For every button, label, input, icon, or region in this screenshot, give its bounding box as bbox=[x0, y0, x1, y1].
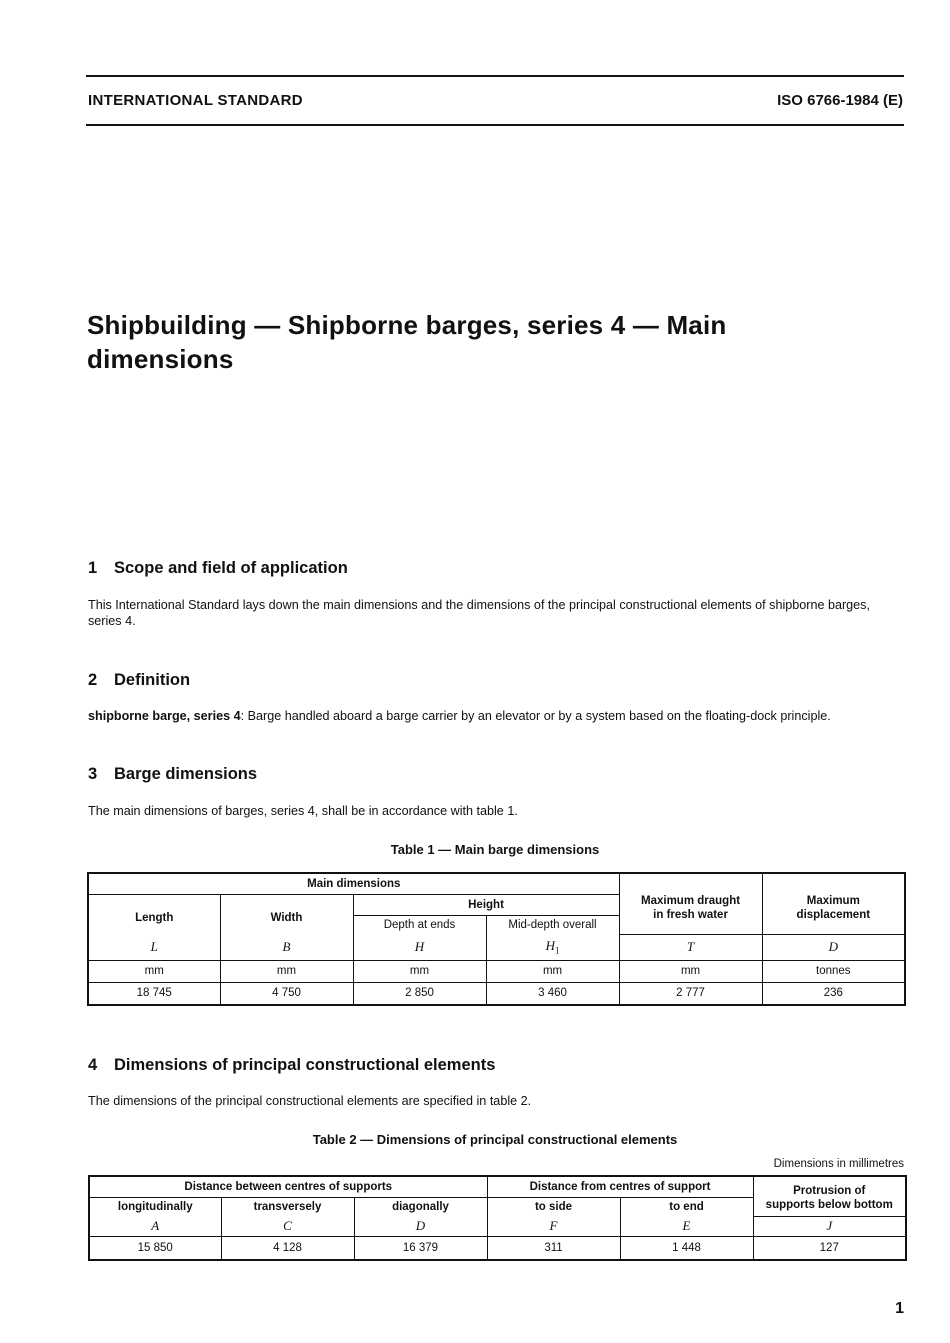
t1-value-depth: 2 850 bbox=[353, 982, 486, 1005]
table-2-caption: Table 2 — Dimensions of principal constructional elements bbox=[312, 1132, 678, 1147]
t2-value-protrusion: 127 bbox=[753, 1236, 906, 1260]
t2-header-longitudinally: longitudinally bbox=[89, 1197, 221, 1216]
title-line-1: Shipbuilding — Shipborne barges, series 4 — Main bbox=[87, 310, 727, 340]
header-standard-type: INTERNATIONAL STANDARD bbox=[88, 92, 303, 109]
t2-header-to-end: to end bbox=[620, 1197, 753, 1216]
t1-unit-width: mm bbox=[220, 960, 353, 982]
section-1-number: 1 bbox=[88, 559, 98, 577]
t1-symbol-h-subscript: 1 bbox=[554, 945, 560, 956]
t2-header-protrusion bbox=[753, 1176, 906, 1216]
t2-value-diagonally: 16 379 bbox=[354, 1236, 487, 1260]
t1-symbol-length: L bbox=[88, 934, 220, 960]
t2-symbol-c: C bbox=[221, 1216, 354, 1236]
section-3-text: The main dimensions of barges, series 4, shall be in accordance with table 1. bbox=[88, 804, 518, 818]
t1-header-width: Width bbox=[220, 894, 353, 934]
t1-value-mid-depth: 3 460 bbox=[486, 982, 619, 1005]
t2-symbol-e: E bbox=[620, 1216, 753, 1236]
t1-value-width: 4 750 bbox=[220, 982, 353, 1005]
t1-header-depth-at-ends: Depth at ends bbox=[353, 915, 486, 934]
t2-value-to-side: 311 bbox=[487, 1236, 620, 1260]
t1-value-length: 18 745 bbox=[88, 982, 220, 1005]
section-3-number: 3 bbox=[88, 765, 98, 783]
t1-main-dimensions-header: Main dimensions bbox=[88, 873, 619, 894]
t1-unit-draught: mm bbox=[619, 960, 762, 982]
t1-draught-label-1: Maximum draught bbox=[641, 894, 741, 907]
header-top-rule bbox=[86, 75, 904, 77]
t2-value-to-end: 1 448 bbox=[620, 1236, 753, 1260]
t1-symbol-mid-depth bbox=[486, 934, 619, 960]
t1-value-draught: 2 777 bbox=[619, 982, 762, 1005]
section-4-text: The dimensions of the principal constructional elements are specified in table 2. bbox=[88, 1094, 532, 1108]
section-4-heading bbox=[88, 1056, 495, 1075]
section-2-heading bbox=[88, 671, 190, 690]
t1-displacement-label-1: Maximum bbox=[806, 894, 860, 907]
section-3-heading bbox=[88, 765, 257, 784]
section-1-heading bbox=[88, 559, 348, 578]
t2-group-between-supports: Distance between centres of supports bbox=[89, 1176, 487, 1197]
section-4-number: 4 bbox=[88, 1056, 98, 1074]
t1-unit-length: mm bbox=[88, 960, 220, 982]
section-2-number: 2 bbox=[88, 671, 98, 689]
t2-protrusion-label-2: supports below bottom bbox=[765, 1198, 893, 1211]
section-2-text bbox=[88, 708, 906, 724]
table-1-caption: Table 1 — Main barge dimensions bbox=[390, 842, 600, 857]
t2-value-longitudinally: 15 850 bbox=[89, 1236, 221, 1260]
section-4-title: Dimensions of principal constructional elements bbox=[114, 1056, 496, 1074]
t1-header-displacement bbox=[762, 873, 905, 934]
t1-header-mid-depth: Mid-depth overall bbox=[486, 915, 619, 934]
t2-protrusion-label-1: Protrusion of bbox=[793, 1184, 866, 1197]
table-2-units-note: Dimensions in millimetres bbox=[773, 1158, 904, 1170]
t1-header-height: Height bbox=[353, 894, 619, 915]
t1-symbol-draught: T bbox=[619, 934, 762, 960]
t1-header-draught bbox=[619, 873, 762, 934]
t1-header-length: Length bbox=[88, 894, 220, 934]
t2-header-to-side: to side bbox=[487, 1197, 620, 1216]
section-1-text: This International Standard lays down the main dimensions and the dimensions of the principal constructional elements of shipborne barges, series 4. bbox=[88, 598, 870, 628]
t2-symbol-f: F bbox=[487, 1216, 620, 1236]
t2-symbol-d: D bbox=[354, 1216, 487, 1236]
t2-header-diagonally: diagonally bbox=[354, 1197, 487, 1216]
t1-unit-displacement: tonnes bbox=[762, 960, 905, 982]
definition-text: : Barge handled aboard a barge carrier by an elevator or by a system based on the floating-dock principle. bbox=[240, 709, 831, 723]
t1-unit-depth: mm bbox=[353, 960, 486, 982]
header-standard-number: ISO 6766-1984 (E) bbox=[777, 92, 903, 109]
t2-symbol-a: A bbox=[89, 1216, 221, 1236]
header-bottom-rule bbox=[86, 124, 904, 126]
table-2 bbox=[88, 1175, 907, 1261]
section-3-title: Barge dimensions bbox=[114, 765, 258, 783]
t2-value-transversely: 4 128 bbox=[221, 1236, 354, 1260]
t1-symbol-width: B bbox=[220, 934, 353, 960]
title-line-2: dimensions bbox=[87, 344, 234, 374]
t1-draught-label-2: in fresh water bbox=[653, 908, 728, 921]
t2-symbol-j: J bbox=[753, 1216, 906, 1236]
t2-header-transversely: transversely bbox=[221, 1197, 354, 1216]
section-1-title: Scope and field of application bbox=[114, 559, 348, 577]
page-number: 1 bbox=[895, 1300, 904, 1317]
table-1 bbox=[87, 872, 906, 1006]
document-title bbox=[87, 308, 887, 376]
t1-symbol-h: H bbox=[545, 937, 555, 953]
definition-term: shipborne barge, series 4 bbox=[88, 709, 241, 723]
section-2-title: Definition bbox=[114, 671, 191, 689]
t1-symbol-depth: H bbox=[353, 934, 486, 960]
t1-displacement-label-2: displacement bbox=[796, 908, 871, 921]
t1-value-displacement: 236 bbox=[762, 982, 905, 1005]
t1-unit-mid-depth: mm bbox=[486, 960, 619, 982]
t2-group-from-support: Distance from centres of support bbox=[487, 1176, 753, 1197]
t1-symbol-displacement: D bbox=[762, 934, 905, 960]
